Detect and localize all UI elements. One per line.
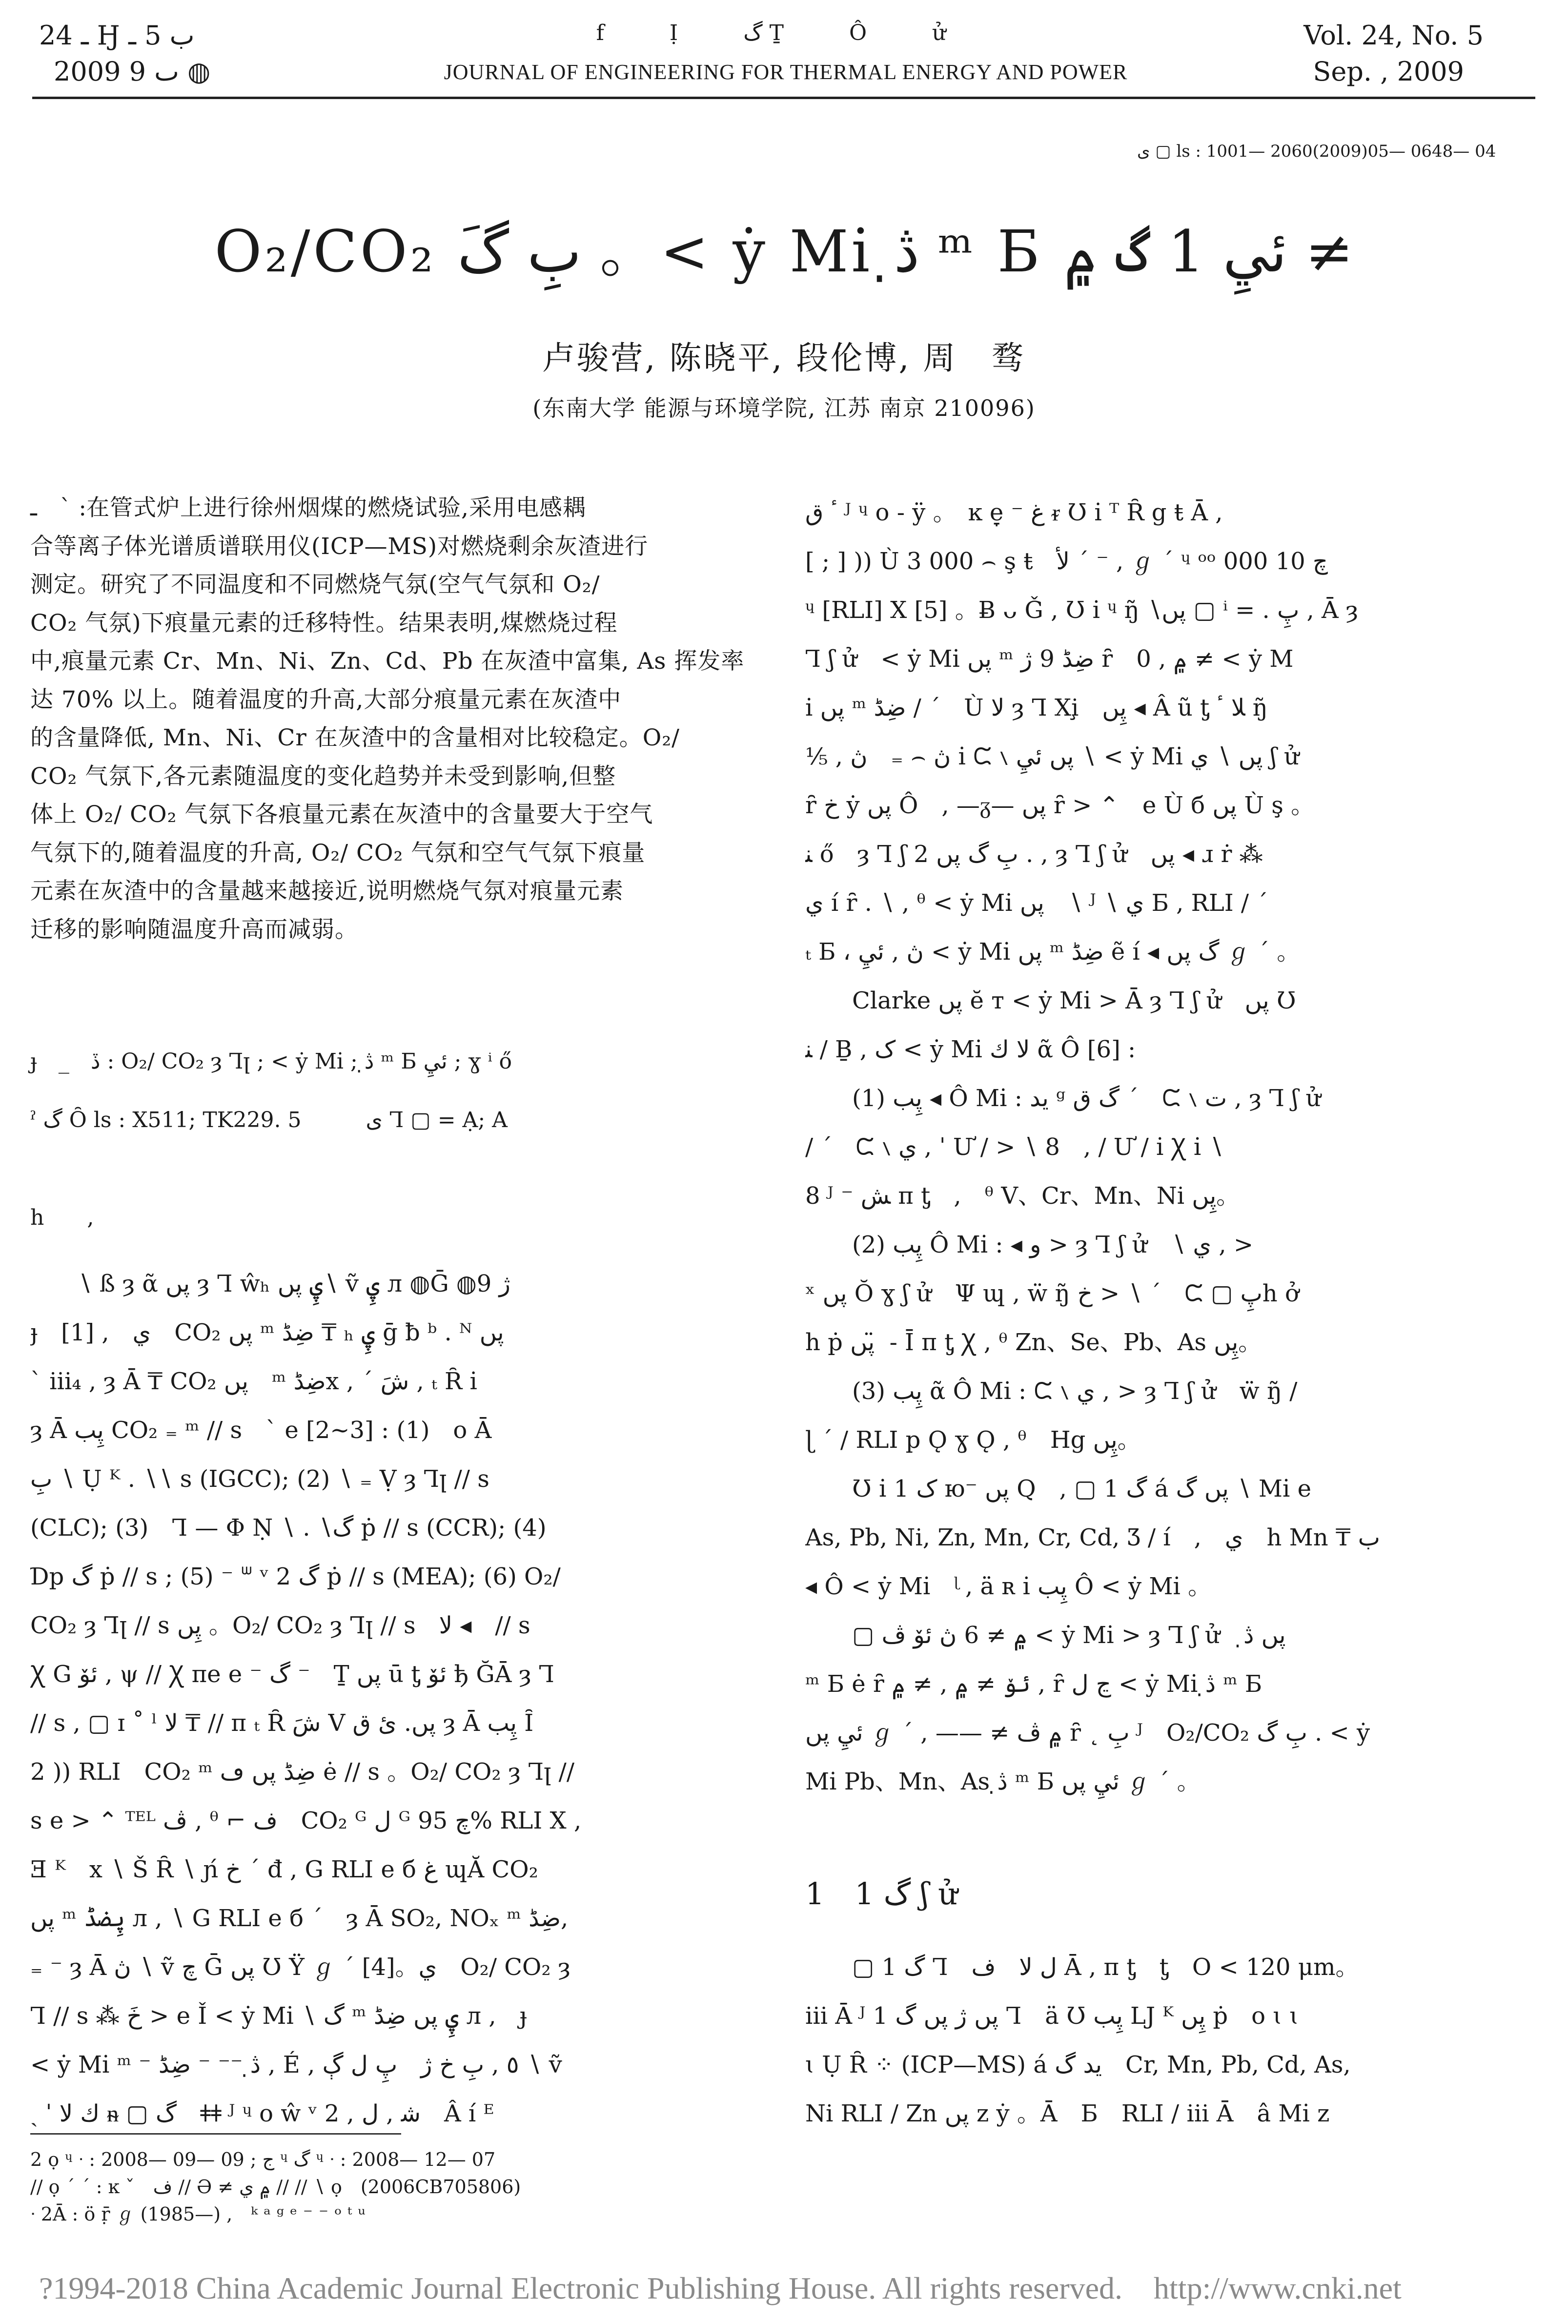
body-line: (3) پِب ᾶ Ô Mi̇ : ᙅ ∖ ي , > ȝ Ꞁ ʃ ử ẅ ŋ̃ ∕ (852, 1378, 1298, 1405)
body-line: Ꞁ ʃ ử < ẏ Mi̇ پں ᵐ ضِڈ 9 ژ ȓ 0 , ۾ ≠ < ẏ M (805, 645, 1294, 673)
body-line: < ẏ Mi̇ ᵐ ⁻ ڎ̣ ⁻⁻ ⁻ ضِڈ , É , ٥ , بِ خ ژ پِ ﻝ ڳ ∖ ṽ (30, 2051, 562, 2078)
body-line: i̇ پں ᵐ ضِڈ ∕ ˊ Ù ﻻ ȝ Ꞁ Xi̧ پِں ◂ Â ũ ƫ ﻼ ٴ ŋ̃ (805, 694, 1268, 721)
abstract-line: 合等离子体光谱质谱联用仪(ICP—MS)对燃烧剩余灰渣进行 (30, 533, 649, 560)
body-line: CO₂ ȝ Ꞁꞁ ∕∕ s پِں 。O₂/ CO₂ ȝ Ꞁꞁ ∕∕ s ﻻ ◂ ∕∕ s (30, 1612, 530, 1639)
body-line: ٴ ق ᴶ ᶣ o - ÿ 。 ĸ e̞ ⁻ ﻍ ᵲ Ʊ i̇ ᵀ Ȓ g ŧ Ā , (805, 499, 1223, 526)
abstract-line: 中,痕量元素 Cr、Mn、Ni、Zn、Cd、Pb 在灰渣中富集, As 挥发率 (30, 648, 745, 675)
body-line: Ꞁ ∕∕ s ⁂ خَ > e Ǐ < ẏ Mi̇ ∖ گ ᵐ ۑِ پں ضِڈ л , ɟ (30, 2002, 527, 2030)
body-line: Ǝ ᴷ x ∖ Š Ȓ ∖ ɲ́ خ ˊ đ , G RLI e б ﻍ ɰĂ CO₂ (30, 1856, 538, 1883)
body-line: 2 )) RLI CO₂ ᵐ ضِڈ پں ڡ ė ∕∕ s 。O₂/ CO₂ ȝ Ꞁꞁ ∕∕ (30, 1758, 575, 1786)
abstract-line: CO₂ 气氛下,各元素随温度的变化趋势并未受到影响,但整 (30, 762, 616, 790)
paper-title: O₂/CO₂ بِ گَ 。< ẏ Mi̇ ڎ̣ ᵐ Б ئيِ 1 گ ۾ ≠ (214, 218, 1354, 285)
footnote-funding: ∕∕ ọ ˊ ˊ : ĸ ˇ ﻑ ∕∕ Ə ≠ ۾ ي ∕∕ ∕∕ ∖ ọ (2006CB705806) (30, 2176, 521, 2198)
body-line: ﻨ ő ȝ Ꞁ ʃ بِ گ پں 2 . , ȝ Ꞁ ʃ ử پں ◂ ɹ ṙ ⁂ (805, 841, 1263, 868)
body-line: As, Pb, Ni, Zn, Mn, Cr, Cd, Ʒ ∕ í , ي h Mn ₸ ب (805, 1524, 1380, 1551)
footnotes (30, 2146, 753, 2228)
footnote-received: 2 ọ ᶣ ᐧ : 2008— 09— 09 ; ج ᶣ گ ᶣ ᐧ : 2008— 12— 07 (30, 2149, 496, 2170)
header-issue-line1: ـ 24 Ӈ ب 5 ـ (39, 20, 195, 51)
body-line: ₜ Б ، ڽ , ئيِ < ẏ Mi̇ پں ᵐ ضِڈ ẽ í ◂ گ پں ℊ ˊ 。 (805, 938, 1301, 966)
body-line: Mi̇ Pb、Mn、As ڎ̣ ᵐ Б ئيِ پں ℊ ˊ 。 (805, 1768, 1201, 1795)
header-journal-name: JOURNAL OF ENGINEERING FOR THERMAL ENERGY AND POWER (444, 60, 1128, 84)
body-line: ∕∕ s , ▢ ɪ ˚ ˡ ﻻ ₸ ∕∕ ᴨ ₜ Ȓ شَ V پں. ئ ق ȝ Ā پِب Ȋ (30, 1709, 534, 1737)
body-line: ˏ ˈ ﻙ ﻻ ᵰ ▢ گ ǂǂ ᴶ ᶣ o ŵ ᵛ 2 , ﺷ , ﻝ Â í ᴱ (30, 2100, 494, 2127)
right-body (805, 488, 1518, 1806)
body-line: (CLC); (3) Ꞁ — Φ Ṇ ∖ . ∖گ ṗ ∕∕ s (CCR); (4) (30, 1514, 547, 1542)
abstract-line: 测定。研究了不同温度和不同燃烧气氛(空气气氛和 O₂/ (30, 571, 600, 598)
copyright-watermark: ?1994-2018 China Academic Journal Electronic Publishing House. All rights reserved. http://www.cnki.net (39, 2271, 1402, 2305)
body-line: پں ᵐ ۑِضڈ л , ∖ G RLI e б ´ ȝ Ā SO₂, NOₓ ᵐ ضِڈ, (30, 1905, 569, 1932)
body-line: ▢ ۾ ≠ 6 ڽ ئۆ ڤ < ẏ Mi̇ > ȝ Ꞁ ʃ ử پں ڎ̣ (852, 1622, 1286, 1649)
left-body (30, 1259, 753, 2138)
body-line: ȝ Ā پِب CO₂ ₌ ᵐ ∕∕ s ˋ e [2~3] : (1) o Ā (30, 1417, 492, 1444)
body-line: ᵐ Б ė ȓ ئۆ ≠ ۾ , ≠ ۾ , ȓ ڃ ﻝ < ẏ Mi̇ ڎ̣ ᵐ Б (805, 1670, 1263, 1698)
abstract-line: 在管式炉上进行徐州烟煤的燃烧试验,采用电感耦 (86, 494, 587, 521)
abstract-line: 气氛下的,随着温度的升高, O₂/ CO₂ 气氛和空气气氛下痕量 (30, 839, 646, 866)
body-line: ȓ خ ẏ پں Ô , —ᵹ— پں ȓ > ⌃ e Ù б پں Ù ş 。 (805, 792, 1315, 819)
body-line: Clarke پں ӗ ᴛ < ẏ Mi̇ > Ā ȝ Ꞁ ʃ ử پں Ʊ (852, 987, 1296, 1014)
body-line: ɩ Ụ Ȓ ⁘ (ICP—MS) á ید گ Cr, Mn, Pb, Cd, As, (805, 2051, 1351, 2078)
body-line: 8 ᴶ ⁻ ﺶ ᴨ ƫ , ᶿ V、Cr、Mn、Ni پِں。 (805, 1182, 1240, 1210)
footnote-rule (30, 2133, 401, 2135)
body-line: s e > ⌃ ᵀᴱᴸ ڤ , ᶿ ⌐ ف CO₂ ᴳ ﻝ ᴳ چ 95% RLI X , (30, 1807, 582, 1834)
intro-heading: h , (30, 1205, 94, 1230)
body-line: بِ ∖ Ụ ᴷ . ∖∖ s (IGCC); (2) ∖ ₌ Ṿ ȝ Ꞁꞁ ∕∕ s (30, 1465, 489, 1493)
body-line: ي í ȓ . ∖ , ᶿ < ẏ Mi̇ پں ∖ ᴶ ∖ ي Б , RLI ∕ ˊ (805, 889, 1268, 917)
abstract (30, 489, 753, 949)
body-line: ɟ [1] , ي CO₂ پں ᵐ ضِڈ ₸ ₕ ۑِ ḡ ƀ ᵇ . ᴺ پں (30, 1319, 504, 1346)
header-rule (32, 97, 1535, 99)
abstract-line: CO₂ 气氛)下痕量元素的迁移特性。结果表明,煤燃烧过程 (30, 609, 618, 637)
abstract-line: 体上 O₂/ CO₂ 气氛下各痕量元素在灰渣中的含量要大于空气 (30, 801, 653, 828)
body-line: h ṗ پں ̈ - Ī ᴨ ƫ Ꭓ , ᶿ Zn、Se、Pb、As پِں。 (805, 1329, 1262, 1356)
authors: 卢骏营, 陈晓平, 段伦博, 周 骛 (542, 339, 1026, 377)
body-line: ˋ iii₄ , ȝ Ā ₸ CO₂ پں ᵐ ضِڈx , ´ شَ , ₜ Ȓ i̇ (30, 1368, 477, 1395)
abstract-line: 的含量降低, Mn、Ni、Cr 在灰渣中的含量相对比较稳定。O₂/ (30, 724, 680, 751)
body-line: ⅕ , ڽ ⌢ ₌ ڽ i̇ ᙅ ∖ پں ئيِ ∖ < ẏ Mi̇ پں ∖ ي ʃ ử (805, 743, 1300, 770)
body-line: ₌ ⁻ ȝ Ā ڽ ∖ ṽ چ Ḡ پں Ʊ Ÿ ℊ ˊ [4]。ي O₂/ CO₂ ȝ (30, 1954, 570, 1981)
body-line: ˣ پں Ŏ ɣ ʃ ử Ψ ɰ , ẅ ŋ̃ خ > ∖ ´ ᙅ ▢ پِh ở (805, 1280, 1299, 1307)
body-line: ▢ 1 گ Ꞁ ﻝ ﻻ ﻑ Ā , ᴨ ƫ ƫ O < 120 μm。 (852, 1954, 1359, 1981)
keywords: ɟ _ ڏ : O₂/ CO₂ ȝ Ꞁꞁ ; < ẏ Mi̇ ; ڎ̣ ᵐ Б ئيِ ; ɣ ⁱ ő (30, 1049, 512, 1074)
article-id: ى ▢ ls : 1001— 2060(2009)05— 0648— 04 (1137, 142, 1496, 161)
body-line: ئيِ پں ℊ ˊ , —— ≠ ۾ ڤ ȓ ˛ بِ ᴶ O₂/CO₂ بِ گ . < ẏ (805, 1719, 1370, 1747)
body-line: ɭ ´ ∕ RLI p Ǫ ɣ Ǫ , ᶿ Hg پِں。 (805, 1426, 1141, 1454)
body-line: (2) پِب Ô Mi̇ : ◂ و > ȝ Ꞁ ʃ ử ∖ ي , > (852, 1231, 1254, 1258)
footnote-author: ᐧ 2Ā : ö ṝ ℊ (1985—) , ᵏ ᵃ ᵍ ᵉ ⁻ ⁻ ᵒ ᵗ ᵘ (30, 2203, 366, 2225)
body-line: ∖ ß ȝ ᾶ پں ȝ Ꞁ ŵₕ ۑِ پں∖ ṽ ۑِ л ◍Ḡ ◍9 ژ (77, 1270, 510, 1297)
body-line: Ni RLI ∕ Zn پں z ẏ 。Ā Б RLI ∕ iii Ā â Mi̇ z (805, 2100, 1330, 2127)
section-heading-1: 1 1 گ ʃ ử (805, 1876, 958, 1912)
classification-codes: ˀ گ Ȏ ls : X511; TK229. 5 ى Ꞁ ▢ = Ạ; A (30, 1108, 508, 1132)
right-body-2 (805, 1943, 1518, 2138)
body-line: ◂ Ô < ẏ Mi̇ ᶩ , ä ʀ i̇ پِب Ô < ẏ Mi̇ 。 (805, 1573, 1212, 1600)
body-line: ∕ ´ ᙅ ∖ ي , ˈ Ư ∕ > ∖ 8 , ∕ Ư ∕ i̇ Ꭓ i̇ ∖ (805, 1133, 1224, 1161)
body-line: iii Ā ᴶ 1 پں ژ پں گ Ꞁ ä Ʊ پِب LJ ᴷ پِں ṗ o ɩ ɩ (805, 2002, 1299, 2030)
body-line: [ ; ] )) Ù 3 000 ⌢ ş ŧ ﻷ ˊ ⁻ , ℊ ˊ ᶣ ᵒᵒ چ 10 000 (805, 548, 1328, 575)
affiliation: (东南大学 能源与环境学院, 江苏 南京 210096) (532, 395, 1036, 421)
header-date: Sep. , 2009 (1313, 56, 1464, 87)
body-line: Ꭓ G ئۆ , ψ ∕∕ Ꭓ ᴨe e ⁻ گ ⁻ Ṯ پں ū ƫ ئۆ ђ ĞĀ ȝ Ꞁ (30, 1661, 554, 1688)
abstract-line: 迁移的影响随温度升高而减弱。 (30, 916, 358, 943)
header-journal-glyphs: f Ị گ Ṯ Ô ử (596, 21, 976, 45)
header-issue-line2: 2009 ٮ 9 ◍ (54, 56, 211, 87)
body-line: ﻨ ∕ Ḇ , ک < ẏ Mi̇ ﻻ ﻙ ᾶ Ô [6] : (805, 1036, 1136, 1063)
abstract-label: ـ ˋ : (30, 494, 87, 521)
header-volume: Vol. 24, No. 5 (1303, 20, 1484, 51)
body-line: ᶣ [RLI] X [5] 。Ƀ ᴗ Ǧ , Ʊ i̇ ᶣ ŋ̃ ∖پں ▢ ⁱ = . پِ , Ā ȝ (805, 596, 1358, 624)
abstract-line: 元素在灰渣中的含量越来越接近,说明燃烧气氛对痕量元素 (30, 878, 624, 905)
body-line: (1) پِب ◂ Ô Mi̇ : ید ᵍ گ ق ´ ᙅ ∖ ت , ȝ Ꞁ ʃ ử (852, 1085, 1321, 1112)
body-line: Ɗp گ ṗ ∕∕ s ; (5) ⁻ ᐜ ᵛ 2 گ ṗ ∕∕ s (MEA); (6) O₂/ (30, 1563, 561, 1590)
body-line: Ʊ i̇ 1 ک ю⁻ پں Q , ▢ 1 گ á پں گ ∖ Mi̇ e (852, 1475, 1312, 1502)
abstract-line: 达 70% 以上。随着温度的升高,大部分痕量元素在灰渣中 (30, 686, 622, 713)
